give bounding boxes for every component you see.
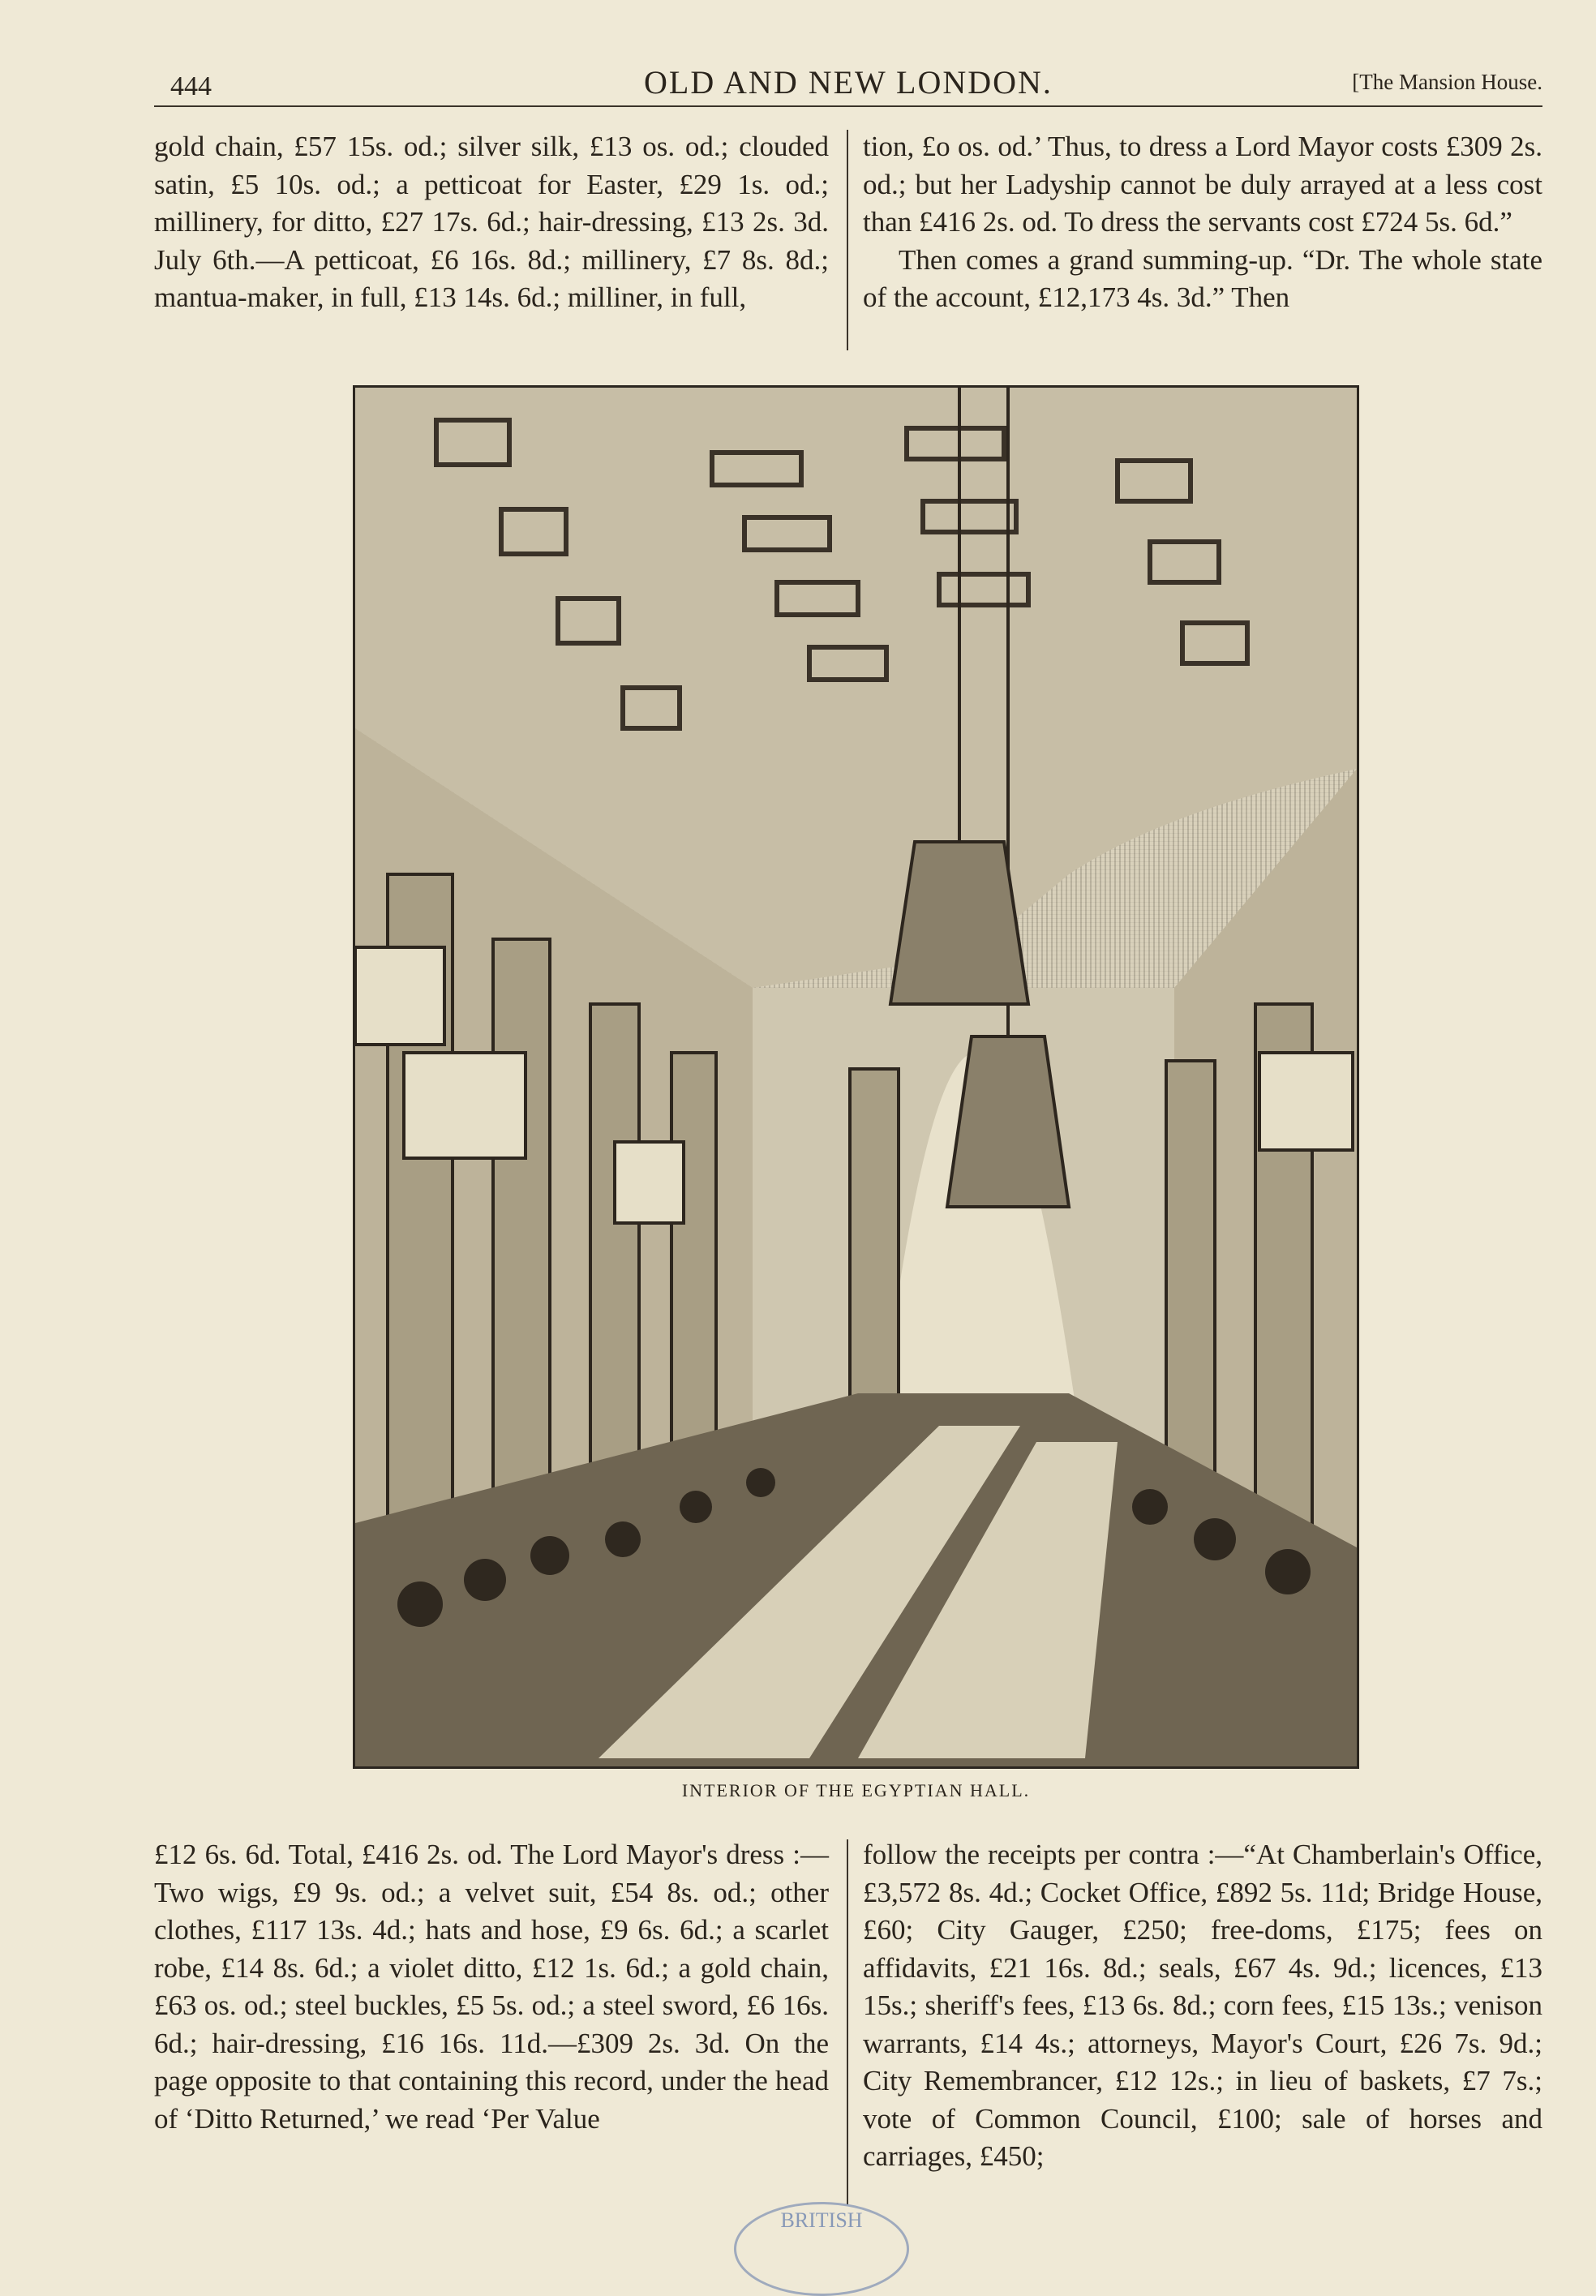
- running-title: OLD AND NEW LONDON.: [644, 64, 1053, 101]
- page-header: [154, 57, 1542, 107]
- top-left-column: [154, 128, 829, 317]
- top-left-paragraph: gold chain, £57 15s. od.; silver silk, £13 os. od.; clouded satin, £5 10s. od.; a petticoat for Easter, £29 1s. od.; millinery, for ditto, £27 17s. 6d.; hair-dressing, £13 2s. 3d. July 6th.—A petticoat, £6 16s. 8d.; millinery, £7 8s. 8d.; mantua-maker, in full, £13 14s. 6d.; milliner, in full,: [154, 131, 829, 313]
- top-right-column: [863, 128, 1542, 317]
- top-right-paragraph-1: tion, £o os. od.’ Thus, to dress a Lord Mayor costs £309 2s. od.; but her Ladyship cannot be duly arrayed at a less cost than £416 2s. od. To dress the servants cost £724 5s. 6d.”: [863, 131, 1542, 238]
- top-right-paragraph-2: Then comes a grand summing-up. “Dr. The whole state of the account, £12,173 4s. 3d.” Then: [863, 243, 1542, 313]
- page-number: 444: [170, 71, 212, 101]
- bottom-left-column: [154, 1836, 829, 2138]
- library-stamp: BRITISH: [734, 2202, 909, 2296]
- bottom-right-column: [863, 1836, 1542, 2176]
- column-rule-bottom: [847, 1839, 848, 2204]
- bottom-left-paragraph: £12 6s. 6d. Total, £416 2s. od. The Lord Mayor's dress :—Two wigs, £9 9s. od.; a velvet suit, £54 8s. od.; other clothes, £117 13s. 4d.; hats and hose, £9 6s. 6d.; a scarlet robe, £14 8s. 6d.; a violet ditto, £12 1s. 6d.; a gold chain, £63 os. od.; steel buckles, £5 5s. od.; a steel sword, £6 16s. 6d.; hair-dressing, £16 16s. 11d.—£309 2s. 3d. On the page opposite to that containing this record, under the head of ‘Ditto Returned,’ we read ‘Per Value: [154, 1839, 829, 2135]
- section-title: [The Mansion House.: [1352, 70, 1542, 94]
- figure-caption: INTERIOR OF THE EGYPTIAN HALL.: [681, 1780, 1031, 1800]
- column-rule-top: [847, 130, 848, 350]
- engraving-egyptian-hall: [353, 385, 1359, 1769]
- bottom-right-paragraph: follow the receipts per contra :—“At Chamberlain's Office, £3,572 8s. 4d.; Cocket Office, £892 5s. 11d; Bridge House, £60; City Gauger, £250; free-doms, £175; fees on affidavits, £21 16s. 8d.; seals, £67 4s. 9d.; licences, £13 15s.; sheriff's fees, £13 6s. 8d.; corn fees, £15 13s.; venison warrants, £14 4s.; attorneys, Mayor's Court, £26 7s. 9d.; City Remembrancer, £12 12s.; in lieu of baskets, £7 7s.; vote of Common Council, £100; sale of horses and carriages, £450;: [863, 1839, 1542, 2172]
